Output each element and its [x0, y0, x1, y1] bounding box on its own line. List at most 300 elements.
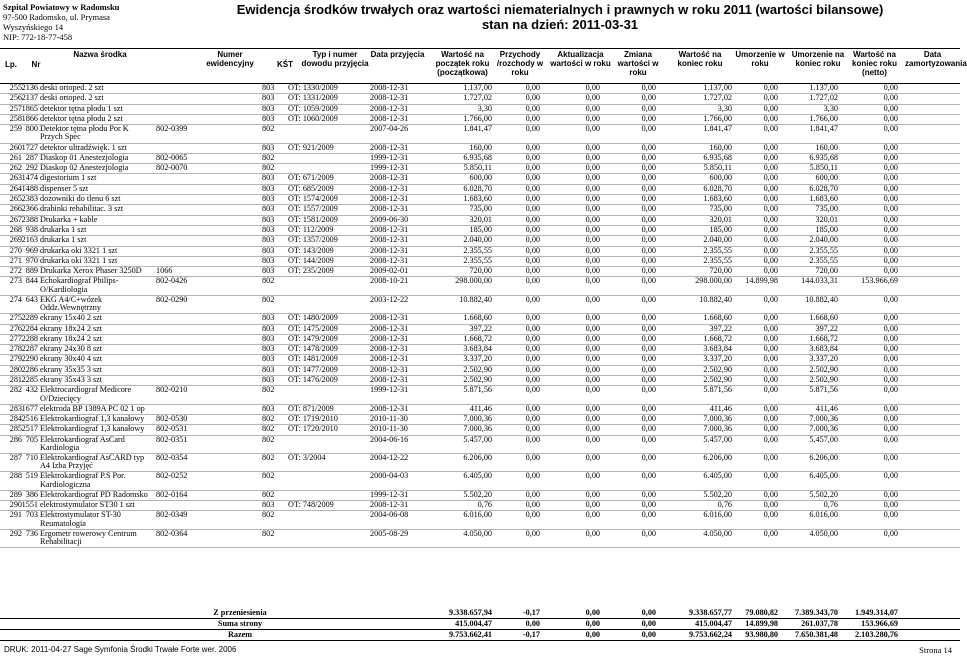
cell-dept: 5.850,11 [809, 163, 838, 173]
cell-lp: 285 [9, 424, 22, 434]
cell-date: 2008-10-21 [370, 276, 409, 286]
cell-end: 5.871,56 [703, 385, 732, 395]
company-nip: NIP: 772-18-77-458 [3, 32, 73, 42]
cell-doc: OT: 1581/2009 [288, 214, 338, 224]
table-row [0, 314, 960, 324]
cell-name: Echokardiograf Philips-O/Kardiologia [40, 276, 119, 294]
cell-date: 2008-12-31 [370, 344, 409, 354]
cell-depy: 0,00 [763, 113, 778, 123]
cell-upd: 0,00 [585, 313, 600, 323]
totals-inc: -0,17 [522, 630, 540, 639]
cell-end: 2.355,55 [703, 255, 732, 265]
totals-chg: 0,00 [641, 619, 656, 628]
totals-depy: 14.899,98 [745, 619, 778, 628]
cell-doc: OT: 143/2009 [288, 245, 334, 255]
company-address-line1: 97-500 Radomsko, ul. Prymasa [3, 12, 110, 22]
cell-end: 6.028,70 [703, 183, 732, 193]
cell-kst: 803 [262, 266, 275, 276]
cell-inc: 0,00 [525, 333, 540, 343]
cell-net: 0,00 [883, 204, 898, 214]
cell-end: 3,30 [717, 103, 732, 113]
cell-upd: 0,00 [585, 500, 600, 510]
cell-name: Elektrokardiograf 1,3 kanałowy [40, 413, 145, 423]
cell-lp: 273 [9, 276, 22, 286]
cell-doc: OT: 871/2009 [288, 403, 334, 413]
cell-depy: 14.899,98 [745, 276, 778, 286]
cell-date: 1999-12-31 [370, 489, 409, 499]
cell-net: 0,00 [883, 103, 898, 113]
cell-inc: 0,00 [525, 204, 540, 214]
cell-name: Elektrokardiograf AsCard Kardiologia [40, 434, 125, 452]
cell-nr: 2516 [21, 413, 38, 423]
cell-upd: 0,00 [585, 452, 600, 462]
column-header: Umorzenie na koniec roku [791, 50, 845, 68]
cell-name: Elektrocardiograf Medicore O/Dziecięcy [40, 385, 132, 403]
cell-chg: 0,00 [641, 194, 656, 204]
cell-nr: 432 [25, 385, 38, 395]
cell-nr: 643 [25, 294, 38, 304]
cell-inc: 0,00 [525, 255, 540, 265]
cell-chg: 0,00 [641, 413, 656, 423]
cell-lp: 284 [9, 413, 22, 423]
cell-inc: 0,00 [525, 489, 540, 499]
cell-name: Elektrokardiograf PD Radomsko [40, 489, 148, 499]
cell-name: Elektrostymulator ST-30 Reumatologia [40, 510, 121, 528]
column-header: Nazwa środka [73, 50, 127, 59]
cell-net: 0,00 [883, 93, 898, 103]
cell-date: 2008-12-31 [370, 83, 409, 92]
cell-ev: 802-0354 [156, 452, 188, 462]
cell-inc: 0,00 [525, 375, 540, 384]
column-header: Przychody /rozchody w roku [496, 50, 544, 77]
cell-upd: 0,00 [585, 413, 600, 423]
cell-inc: 0,00 [525, 214, 540, 224]
cell-end: 5.457,00 [703, 434, 732, 444]
cell-end: 3.683,84 [703, 344, 732, 354]
table-row [0, 386, 960, 404]
cell-lp: 291 [9, 510, 22, 520]
cell-date: 2008-12-31 [370, 204, 409, 214]
cell-name: digestorium 1 szt [40, 173, 97, 183]
cell-date: 2008-12-31 [370, 333, 409, 343]
cell-ev: 802-0530 [156, 413, 188, 423]
cell-kst: 802 [262, 294, 275, 304]
cell-end: 1.766,00 [703, 113, 732, 123]
cell-depy: 0,00 [763, 124, 778, 134]
cell-dept: 7.000,36 [809, 424, 838, 434]
cell-lp: 267 [9, 214, 22, 224]
cell-chg: 0,00 [641, 93, 656, 103]
totals-dept: 7.650.381,48 [795, 630, 838, 639]
cell-kst: 803 [262, 224, 275, 234]
cell-lp: 261 [9, 152, 22, 162]
company-header [3, 2, 119, 42]
totals-start: 9.338.657,94 [449, 608, 492, 617]
cell-lp: 257 [9, 103, 22, 113]
cell-lp: 286 [9, 434, 22, 444]
cell-name: EKG A4/C+wózek Oddz.Wewnętrzny [40, 294, 103, 313]
table-row [0, 511, 960, 529]
cell-chg: 0,00 [641, 266, 656, 276]
cell-kst: 802 [262, 528, 275, 538]
cell-dept: 185,00 [815, 224, 838, 234]
cell-lp: 255 [9, 83, 22, 92]
cell-ev: 802-0531 [156, 424, 188, 434]
cell-net: 0,00 [883, 434, 898, 444]
cell-inc: 0,00 [525, 194, 540, 204]
totals-end: 9.753.662,24 [689, 630, 732, 639]
asset-table [0, 84, 960, 548]
cell-upd: 0,00 [585, 245, 600, 255]
cell-name: deski ortoped. 2 szt [40, 83, 104, 92]
cell-inc: 0,00 [525, 183, 540, 193]
cell-depy: 0,00 [763, 344, 778, 354]
cell-chg: 0,00 [641, 276, 656, 286]
cell-lp: 288 [9, 471, 22, 481]
cell-start: 3.683,84 [463, 344, 492, 354]
cell-upd: 0,00 [585, 235, 600, 245]
cell-doc: OT: 748/2009 [288, 500, 334, 510]
cell-chg: 0,00 [641, 510, 656, 520]
cell-chg: 0,00 [641, 103, 656, 113]
column-header: Lp. [5, 60, 17, 69]
cell-start: 2.502,90 [463, 375, 492, 384]
cell-chg: 0,00 [641, 375, 656, 384]
report-title [200, 2, 920, 32]
cell-lp: 259 [9, 124, 22, 134]
cell-name: Diaskop 02 Anestezjologia [40, 163, 129, 173]
cell-ev: 802-0351 [156, 434, 188, 444]
cell-inc: 0,00 [525, 113, 540, 123]
cell-chg: 0,00 [641, 364, 656, 374]
cell-nr: 1866 [21, 113, 38, 123]
totals-inc: 0,00 [525, 619, 540, 628]
cell-name: ekrany 24x30 8 szt [40, 344, 103, 354]
totals-row [0, 619, 960, 630]
table-row [0, 296, 960, 314]
column-header: Data zamortyzowania [905, 50, 967, 68]
cell-depy: 0,00 [763, 500, 778, 510]
cell-kst: 802 [262, 471, 275, 481]
cell-end: 298.000,00 [695, 276, 732, 286]
cell-kst: 803 [262, 500, 275, 510]
cell-dept: 1.766,00 [809, 113, 838, 123]
cell-ev: 802-0349 [156, 510, 188, 520]
cell-end: 1.727,02 [703, 93, 732, 103]
column-header: Zmiana wartości w roku [617, 50, 659, 77]
cell-dept: 4.050,00 [809, 528, 838, 538]
cell-name: drukarka oki 3321 1 szt [40, 255, 118, 265]
cell-date: 2008-12-31 [370, 403, 409, 413]
table-row [0, 236, 960, 246]
cell-depy: 0,00 [763, 294, 778, 304]
cell-nr: 2137 [21, 93, 38, 103]
cell-doc: OT: 3/2004 [288, 452, 326, 462]
cell-net: 0,00 [883, 255, 898, 265]
cell-nr: 292 [25, 163, 38, 173]
cell-lp: 262 [9, 163, 22, 173]
cell-nr: 938 [25, 224, 38, 234]
cell-upd: 0,00 [585, 266, 600, 276]
cell-net: 0,00 [883, 152, 898, 162]
cell-nr: 1474 [21, 173, 38, 183]
cell-dept: 5.457,00 [809, 434, 838, 444]
cell-end: 1.668,72 [703, 333, 732, 343]
cell-lp: 268 [9, 224, 22, 234]
cell-lp: 274 [9, 294, 22, 304]
cell-upd: 0,00 [585, 403, 600, 413]
cell-dept: 144.033,31 [801, 276, 838, 286]
cell-start: 2.502,90 [463, 364, 492, 374]
cell-nr: 2136 [21, 83, 38, 92]
cell-inc: 0,00 [525, 245, 540, 255]
cell-inc: 0,00 [525, 235, 540, 245]
cell-name: deski ortoped. 2 szt [40, 93, 104, 103]
cell-depy: 0,00 [763, 313, 778, 323]
cell-depy: 0,00 [763, 204, 778, 214]
cell-start: 1.683,60 [463, 194, 492, 204]
cell-upd: 0,00 [585, 333, 600, 343]
cell-nr: 519 [25, 471, 38, 481]
cell-dept: 7.000,36 [809, 413, 838, 423]
cell-depy: 0,00 [763, 375, 778, 384]
cell-chg: 0,00 [641, 255, 656, 265]
cell-depy: 0,00 [763, 255, 778, 265]
cell-depy: 0,00 [763, 173, 778, 183]
cell-nr: 800 [25, 124, 38, 134]
cell-nr: 2163 [21, 235, 38, 245]
cell-start: 0,76 [477, 500, 492, 510]
cell-name: ekrany 30x40 4 szt [40, 354, 103, 364]
cell-net: 0,00 [883, 375, 898, 384]
cell-doc: OT: 1574/2009 [288, 194, 338, 204]
cell-depy: 0,00 [763, 152, 778, 162]
cell-doc: OT: 1059/2009 [288, 103, 338, 113]
totals-upd: 0,00 [585, 630, 600, 639]
cell-start: 6.028,70 [463, 183, 492, 193]
cell-end: 4.050,00 [703, 528, 732, 538]
totals-dept: 261.037,78 [801, 619, 838, 628]
cell-end: 2.355,55 [703, 245, 732, 255]
cell-name: Elektrokardiograf P.S Por. Kardiologiczna [40, 471, 126, 489]
cell-nr: 2290 [21, 354, 38, 364]
cell-upd: 0,00 [585, 471, 600, 481]
cell-end: 735,00 [709, 204, 732, 214]
cell-ev: 802-0399 [156, 124, 188, 134]
cell-nr: 2285 [21, 375, 38, 384]
cell-chg: 0,00 [641, 452, 656, 462]
cell-doc: OT: 671/2009 [288, 173, 334, 183]
cell-start: 397,22 [469, 323, 492, 333]
cell-start: 4.050,00 [463, 528, 492, 538]
totals-net: 153.966,69 [861, 619, 898, 628]
cell-chg: 0,00 [641, 528, 656, 538]
cell-net: 0,00 [883, 163, 898, 173]
cell-upd: 0,00 [585, 163, 600, 173]
cell-end: 320,01 [709, 214, 732, 224]
cell-chg: 0,00 [641, 385, 656, 395]
cell-chg: 0,00 [641, 173, 656, 183]
cell-depy: 0,00 [763, 83, 778, 92]
cell-nr: 736 [25, 528, 38, 538]
cell-dept: 3,30 [823, 103, 838, 113]
totals-start: 9.753.662,41 [449, 630, 492, 639]
cell-net: 0,00 [883, 452, 898, 462]
cell-net: 0,00 [883, 173, 898, 183]
cell-end: 1.137,00 [703, 83, 732, 92]
cell-end: 160,00 [709, 142, 732, 152]
cell-ev: 802-0252 [156, 471, 188, 481]
cell-date: 1999-12-31 [370, 152, 409, 162]
cell-date: 2010-11-30 [370, 424, 408, 434]
cell-lp: 290 [9, 500, 22, 510]
cell-start: 5.871,56 [463, 385, 492, 395]
cell-kst: 803 [262, 113, 275, 123]
cell-kst: 802 [262, 413, 275, 423]
cell-nr: 2366 [21, 204, 38, 214]
cell-upd: 0,00 [585, 113, 600, 123]
cell-nr: 970 [25, 255, 38, 265]
cell-net: 0,00 [883, 500, 898, 510]
cell-net: 0,00 [883, 385, 898, 395]
cell-inc: 0,00 [525, 434, 540, 444]
cell-kst: 803 [262, 255, 275, 265]
cell-depy: 0,00 [763, 452, 778, 462]
cell-kst: 803 [262, 83, 275, 92]
cell-name: ekrany 18x24 2 szt [40, 333, 103, 343]
cell-dept: 2.040,00 [809, 235, 838, 245]
cell-kst: 803 [262, 344, 275, 354]
cell-name: ekrany 35x43 3 szt [40, 375, 103, 384]
cell-chg: 0,00 [641, 152, 656, 162]
cell-depy: 0,00 [763, 194, 778, 204]
cell-inc: 0,00 [525, 142, 540, 152]
cell-dept: 6.935,68 [809, 152, 838, 162]
column-header: Aktualizacja wartości w roku [550, 50, 611, 68]
cell-start: 1.841,47 [463, 124, 492, 134]
cell-start: 1.668,72 [463, 333, 492, 343]
cell-end: 6.206,00 [703, 452, 732, 462]
cell-start: 3,30 [477, 103, 492, 113]
cell-start: 298.000,00 [455, 276, 492, 286]
cell-nr: 2284 [21, 323, 38, 333]
cell-depy: 0,00 [763, 413, 778, 423]
cell-inc: 0,00 [525, 266, 540, 276]
cell-lp: 272 [9, 266, 22, 276]
cell-end: 397,22 [709, 323, 732, 333]
totals-net: 1.949.314,07 [855, 608, 898, 617]
cell-inc: 0,00 [525, 83, 540, 92]
cell-dept: 6.016,00 [809, 510, 838, 520]
cell-nr: 2288 [21, 333, 38, 343]
cell-kst: 803 [262, 194, 275, 204]
cell-upd: 0,00 [585, 255, 600, 265]
totals-label: Razem [227, 630, 253, 639]
cell-net: 0,00 [883, 183, 898, 193]
cell-name: drukarka oki 3321 1 szt [40, 245, 118, 255]
cell-end: 600,00 [709, 173, 732, 183]
cell-doc: OT: 1476/2009 [288, 375, 338, 384]
cell-chg: 0,00 [641, 471, 656, 481]
cell-chg: 0,00 [641, 434, 656, 444]
cell-doc: OT: 1557/2009 [288, 204, 338, 214]
cell-kst: 802 [262, 385, 275, 395]
cell-inc: 0,00 [525, 93, 540, 103]
cell-start: 3.337,20 [463, 354, 492, 364]
cell-net: 0,00 [883, 364, 898, 374]
cell-start: 6.935,68 [463, 152, 492, 162]
cell-nr: 969 [25, 245, 38, 255]
cell-nr: 1488 [21, 183, 38, 193]
cell-depy: 0,00 [763, 93, 778, 103]
cell-nr: 703 [25, 510, 38, 520]
cell-doc: OT: 1331/2009 [288, 93, 338, 103]
cell-dept: 1.668,60 [809, 313, 838, 323]
cell-depy: 0,00 [763, 471, 778, 481]
cell-name: Detektor tętna płodu Por K Przych Spec [40, 124, 129, 142]
cell-dept: 3.337,20 [809, 354, 838, 364]
cell-inc: 0,00 [525, 403, 540, 413]
cell-start: 320,01 [469, 214, 492, 224]
cell-depy: 0,00 [763, 183, 778, 193]
cell-date: 2010-11-30 [370, 413, 408, 423]
cell-nr: 1677 [21, 403, 38, 413]
cell-dept: 397,22 [815, 323, 838, 333]
cell-date: 2008-12-31 [370, 313, 409, 323]
cell-net: 0,00 [883, 266, 898, 276]
totals-depy: 93.980,80 [745, 630, 778, 639]
cell-kst: 803 [262, 364, 275, 374]
column-header: Data przyjęcia [370, 50, 425, 59]
cell-end: 7.000,36 [703, 424, 732, 434]
cell-net: 0,00 [883, 235, 898, 245]
cell-lp: 260 [9, 142, 22, 152]
cell-chg: 0,00 [641, 354, 656, 364]
cell-inc: 0,00 [525, 452, 540, 462]
cell-dept: 2.502,90 [809, 375, 838, 384]
cell-name: detektor tętna płodu 1 szt [40, 103, 123, 113]
table-row [0, 436, 960, 454]
cell-ev: 802-0164 [156, 489, 188, 499]
totals-end: 9.338.657,77 [689, 608, 732, 617]
cell-end: 10.882,40 [699, 294, 732, 304]
cell-inc: 0,00 [525, 354, 540, 364]
cell-inc: 0,00 [525, 173, 540, 183]
cell-depy: 0,00 [763, 103, 778, 113]
cell-date: 2008-12-31 [370, 375, 409, 384]
table-row [0, 530, 960, 548]
totals-row [0, 630, 960, 641]
cell-name: Diaskop 01 Anestezjologia [40, 152, 129, 162]
cell-date: 2005-08-29 [370, 528, 409, 538]
cell-upd: 0,00 [585, 93, 600, 103]
cell-depy: 0,00 [763, 510, 778, 520]
cell-upd: 0,00 [585, 354, 600, 364]
cell-kst: 802 [262, 424, 275, 434]
column-header: Umorzenie w roku [735, 50, 785, 68]
cell-inc: 0,00 [525, 471, 540, 481]
cell-inc: 0,00 [525, 163, 540, 173]
column-header: Nr [31, 60, 41, 69]
cell-dept: 1.683,60 [809, 194, 838, 204]
cell-start: 7.000,36 [463, 413, 492, 423]
cell-upd: 0,00 [585, 124, 600, 134]
cell-net: 0,00 [883, 142, 898, 152]
cell-depy: 0,00 [763, 235, 778, 245]
cell-name: ekrany 18x24 2 szt [40, 323, 103, 333]
cell-depy: 0,00 [763, 245, 778, 255]
cell-name: Drukarka + kable [40, 214, 98, 224]
